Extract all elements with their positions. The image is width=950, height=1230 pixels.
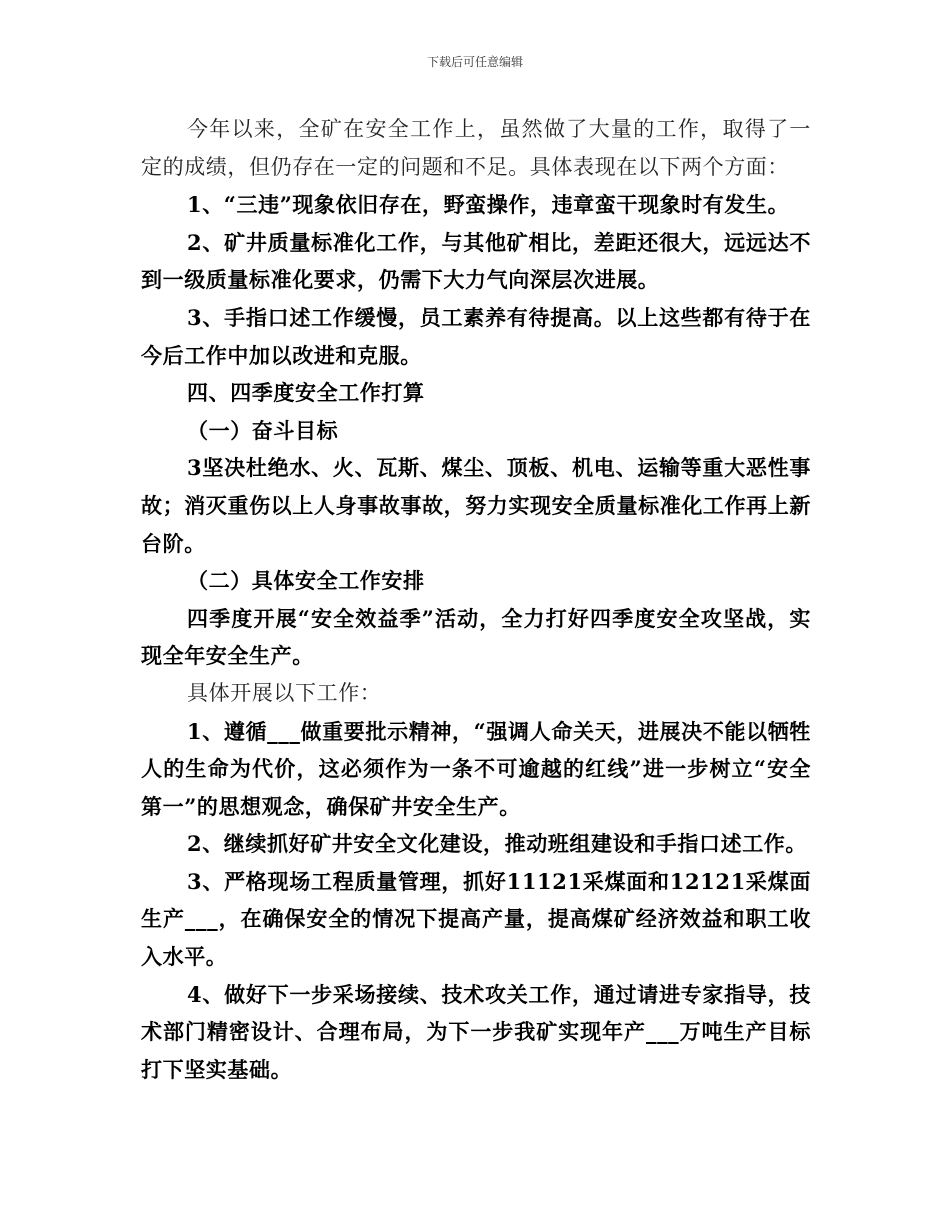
document-body [141,111,811,1088]
paragraph-work-1: 1、遵循___做重要批示精神，“强调人命关天，进展决不能以牺牲人的生命为代价，这必须作为一条不可逾越的红线”进一步树立“安全第一”的思想观念，确保矿井安全生产。 [141,718,811,819]
section-heading-4: 四、四季度安全工作打算 [187,380,425,406]
paragraph-work-3: 3、严格现场工程质量管理，抓好11121采煤面和12121采煤面生产___，在确保安全的情况下提高产量，提高煤矿经济效益和职工收入水平。 [141,868,811,970]
paragraph-issue-3: 3、手指口述工作缓慢，员工素养有待提高。以上这些都有待于在今后工作中加以改进和克服。 [141,304,811,368]
paragraph-work-2: 2、继续抓好矿井安全文化建设，推动班组建设和手指口述工作。 [187,831,808,857]
subsection-heading-goal: （一）奋斗目标 [187,417,339,443]
paragraph-issue-2: 2、矿井质量标准化工作，与其他矿相比，差距还很大，远远达不到一级质量标准化要求，仍需下大力气向深层次进展。 [141,229,811,293]
paragraph-work-intro: 具体开展以下工作： [187,680,382,705]
paragraph-intro: 今年以来，全矿在安全工作上，虽然做了大量的工作，取得了一定的成绩，但仍存在一定的问题和不足。具体表现在以下两个方面： [141,117,811,179]
page-header: 下载后可任意编辑 [426,55,523,69]
paragraph-activity: 四季度开展“安全效益季”活动，全力打好四季度安全攻坚战，实现全年安全生产。 [141,605,811,669]
paragraph-issue-1: 1、“三违”现象依旧存在，野蛮操作，违章蛮干现象时有发生。 [187,192,790,218]
subsection-heading-arrangement: （二）具体安全工作安排 [187,568,425,594]
paragraph-goal: 3坚决杜绝水、火、瓦斯、煤尘、顶板、机电、运输等重大恶性事故；消灭重伤以上人身事故事故，努力实现安全质量标准化工作再上新台阶。 [141,455,811,556]
paragraph-work-4: 4、做好下一步采场接续、技术攻关工作，通过请进专家指导，技术部门精密设计、合理布局，为下一步我矿实现年产___万吨生产目标打下坚实基础。 [141,981,811,1082]
